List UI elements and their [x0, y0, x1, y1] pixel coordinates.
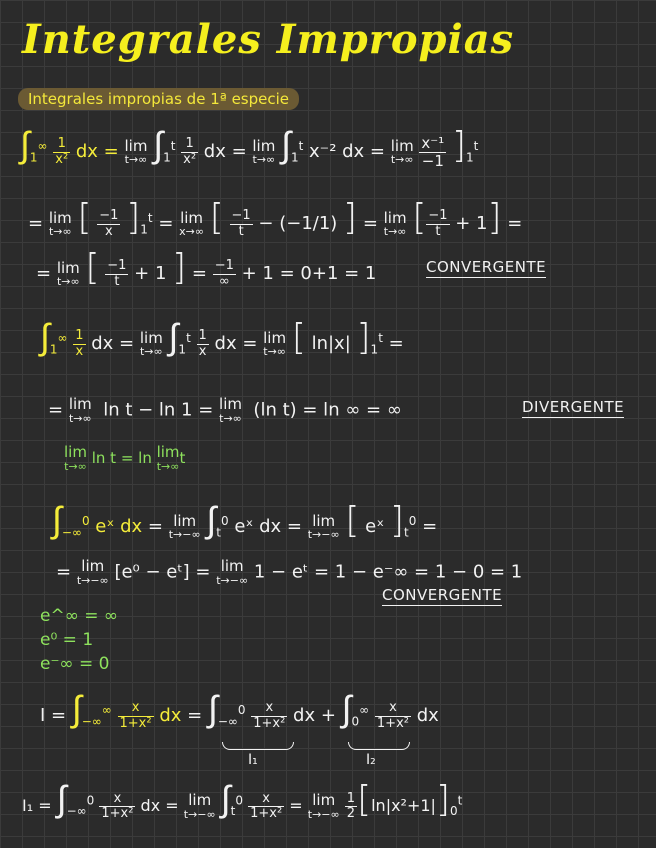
- i1-brace: [222, 742, 294, 750]
- page-title: Integrales Impropias: [22, 16, 515, 63]
- ex3-note-2: e⁰ = 1: [40, 630, 94, 650]
- ex2-result: DIVERGENTE: [522, 398, 625, 416]
- ex3-note-1: e^∞ = ∞: [40, 606, 119, 626]
- ex1-line2: = lim t→∞ [ $\frac{-1}{x}$ ]$_1^t = \lim$ x→∞ [ $\frac{-1}{t}$ − (−1/1) ] = lim t→∞ [ $\frac{-1}{t}$ + 1] =: [28, 197, 523, 239]
- i1-label: I₁: [248, 752, 258, 768]
- ex4-line2: $I_1 = \int_{-\infty}^0$ $\frac{x}{\text{1+x²}}$ dx = lim t→−∞ $\int_t^0$ $\frac{x}{\text{1+x²}}$ = lim t→−∞ $\frac{1}{2}$ $[\ln|x^2+1|]_0^t$: [22, 779, 463, 821]
- ex2-line1: $\int_1^\infty$ $\frac{1}{x}$ dx = lim t→∞ $\int_1^t$ $\frac{1}{x}$ dx = lim t→∞ [ ln|x| ]$_1^t$ =: [40, 317, 404, 359]
- ex3-line2: = lim t→−∞ [e⁰ − eᵗ] = lim t→−∞ 1 − eᵗ = 1 − e⁻∞ = 1 − 0 = 1: [56, 557, 523, 587]
- ex3-result: CONVERGENTE: [382, 586, 503, 604]
- ex1-line3: = lim t→∞ [ $\frac{-1}{t}$ + 1 ] = $\frac{-1}{\infty}$ + 1 = 0+1 = 1: [36, 247, 377, 289]
- ex3-note-3: e⁻∞ = 0: [40, 654, 110, 674]
- ex4-line1: $I = \int_{-\infty}^\infty$ $\frac{x}{\text{1+x²}}$ dx = $\int_{-\infty}^0$ $\frac{x}{\text{1+x²}}$ dx + $\int_0^\infty$ $\frac{x}{\text{1+x²}}$ dx: [40, 689, 439, 731]
- ex2-note: lim t→∞ ln t = ln lim t→∞ t: [64, 443, 186, 473]
- ex2-line2: = lim t→∞ ln t − ln 1 = lim t→∞ (ln t) = ln ∞ = ∞: [48, 395, 402, 425]
- ex1-result: CONVERGENTE: [426, 258, 547, 276]
- i2-label: I₂: [366, 752, 376, 768]
- ex1-line1: $\int_1^\infty$ $\frac{1}{\text{x²}}$ dx = lim t→∞ $\int_1^t$ $\frac{1}{\text{x²}}$ dx = lim t→∞ $\int_1^t$ x⁻² dx = lim t→∞ $\frac{\text{x⁻¹}}{-1}$ ]$_1^t$: [20, 125, 479, 170]
- i2-brace: [348, 742, 410, 750]
- section-subtitle: Integrales impropias de 1ª especie: [18, 88, 299, 110]
- ex3-line1: $\int_{-\infty}^0$ eˣ dx = lim t→−∞ $\int_t^0$ eˣ dx = lim t→−∞ [ eˣ ]$_t^0$ =: [52, 500, 438, 542]
